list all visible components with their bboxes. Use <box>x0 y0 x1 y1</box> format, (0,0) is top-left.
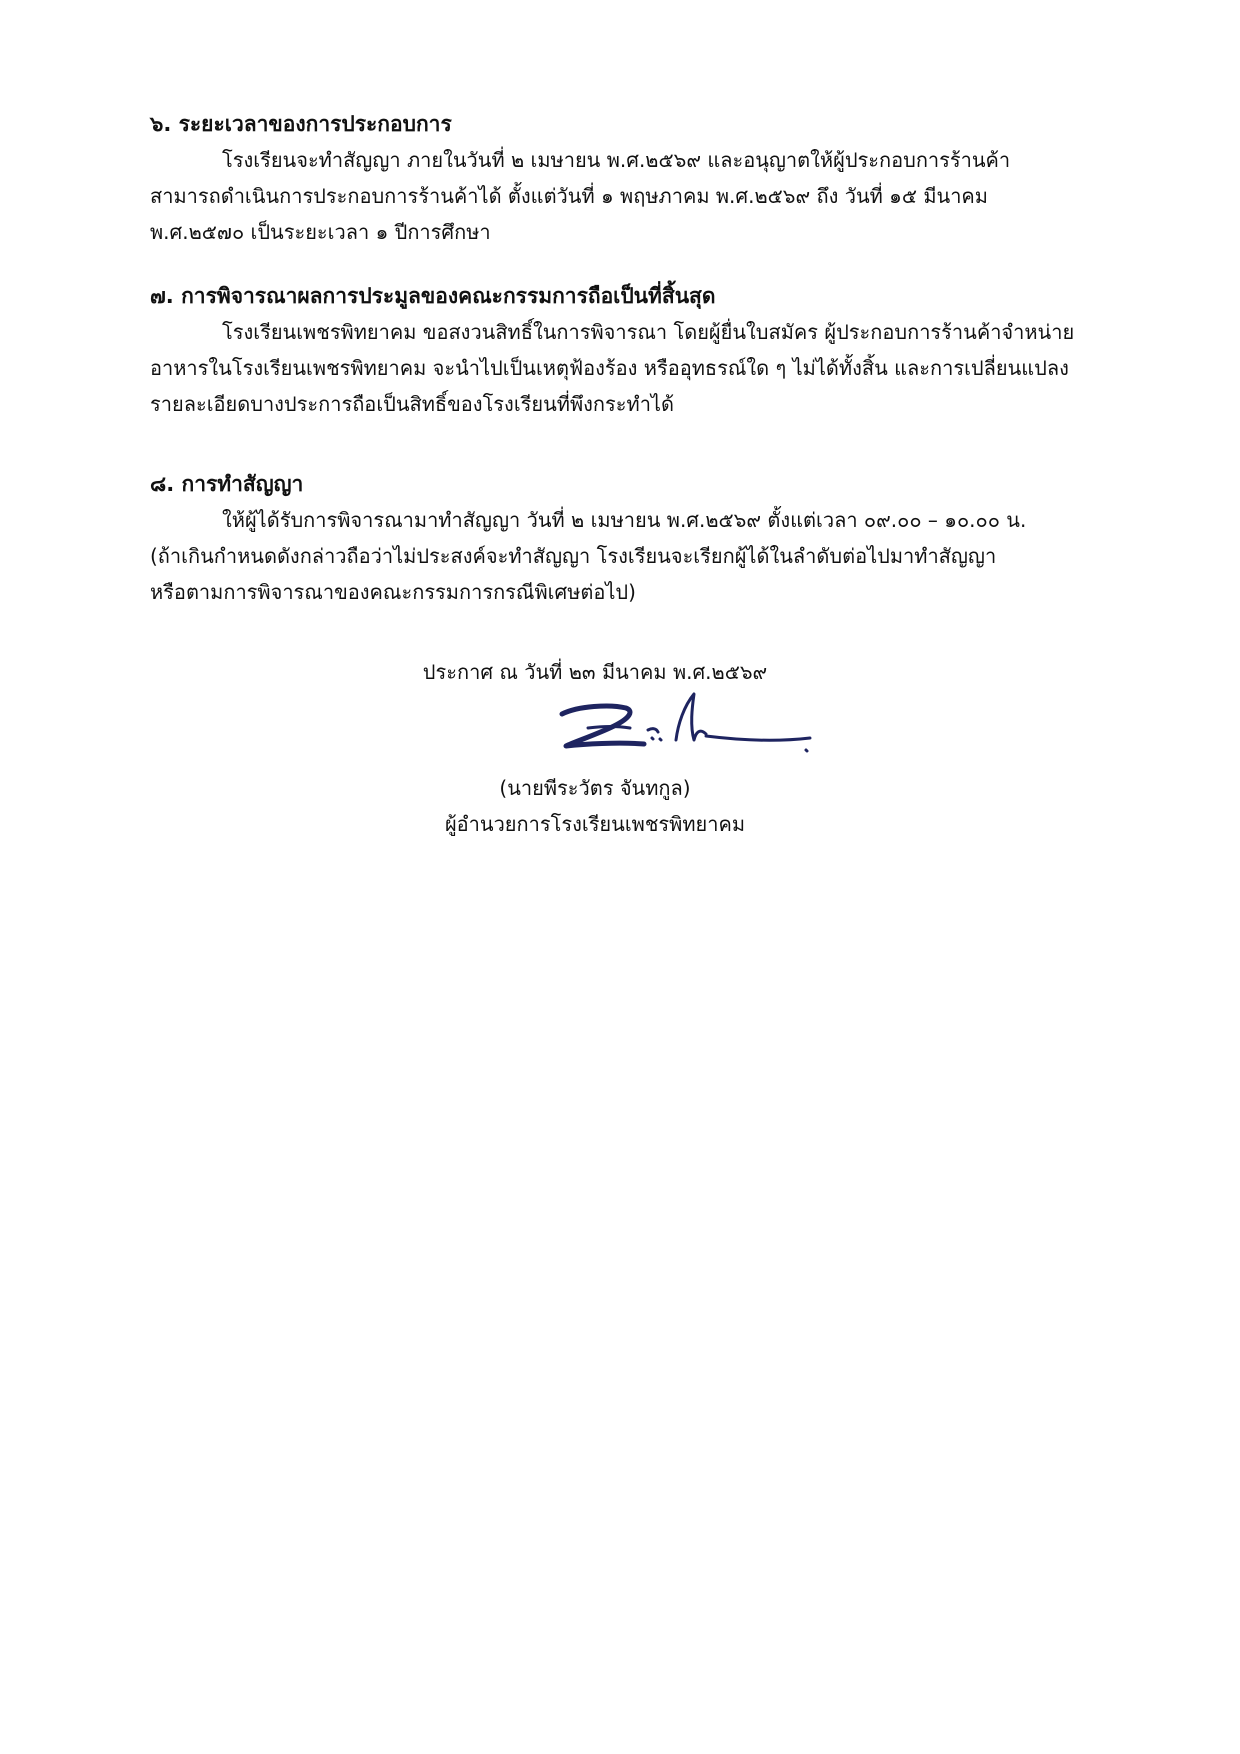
section-7-heading: ๗. การพิจารณาผลการประมูลของคณะกรรมการถือเป็นที่สิ้นสุด <box>150 284 716 308</box>
section-6-line-3: พ.ศ.๒๕๗๐ เป็นระยะเวลา ๑ ปีการศึกษา <box>150 220 491 244</box>
section-6-line-2: สามารถดำเนินการประกอบการร้านค้าได้ ตั้งแต่วันที่ ๑ พฤษภาคม พ.ศ.๒๕๖๙ ถึง วันที่ ๑๕ มีนาคม <box>150 184 988 208</box>
section-6-line-1: โรงเรียนจะทำสัญญา ภายในวันที่ ๒ เมษายน พ.ศ.๒๕๖๙ และอนุญาตให้ผู้ประกอบการร้านค้า <box>222 148 1011 172</box>
section-6-heading: ๖. ระยะเวลาของการประกอบการ <box>150 112 452 136</box>
section-7-line-2: อาหารในโรงเรียนเพชรพิทยาคม จะนำไปเป็นเหตุฟ้องร้อง หรืออุทธรณ์ใด ๆ ไม่ได้ทั้งสิ้น และการเปลี่ยนแปลง <box>150 356 1069 380</box>
section-6-operating-period <box>150 106 1100 250</box>
section-8-heading: ๘. การทำสัญญา <box>150 472 304 496</box>
signer-name: (นายพีระวัตร จันทกูล) <box>499 776 691 800</box>
section-8-line-2: (ถ้าเกินกำหนดดังกล่าวถือว่าไม่ประสงค์จะทำสัญญา โรงเรียนจะเรียกผู้ได้ในลำดับต่อไปมาทำสัญญา <box>150 544 997 568</box>
section-7-line-3: รายละเอียดบางประการถือเป็นสิทธิ์ของโรงเรียนที่พึงกระทำได้ <box>150 392 674 416</box>
section-7-line-1: โรงเรียนเพชรพิทยาคม ขอสงวนสิทธิ์ในการพิจารณา โดยผู้ยื่นใบสมัคร ผู้ประกอบการร้านค้าจำหน่าย <box>222 320 1075 344</box>
handwritten-signature <box>548 688 818 764</box>
section-8-contract-signing <box>150 466 1100 610</box>
section-8-line-1: ให้ผู้ได้รับการพิจารณามาทำสัญญา วันที่ ๒ เมษายน พ.ศ.๒๕๖๙ ตั้งแต่เวลา ๐๙.๐๐ – ๑๐.๐๐ น. <box>222 508 1027 532</box>
section-7-committee-decision <box>150 278 1100 422</box>
section-8-line-3: หรือตามการพิจารณาของคณะกรรมการกรณีพิเศษต่อไป) <box>150 580 636 604</box>
announcement-date: ประกาศ ณ วันที่ ๒๓ มีนาคม พ.ศ.๒๕๖๙ <box>422 660 768 684</box>
signer-title: ผู้อำนวยการโรงเรียนเพชรพิทยาคม <box>444 812 746 836</box>
